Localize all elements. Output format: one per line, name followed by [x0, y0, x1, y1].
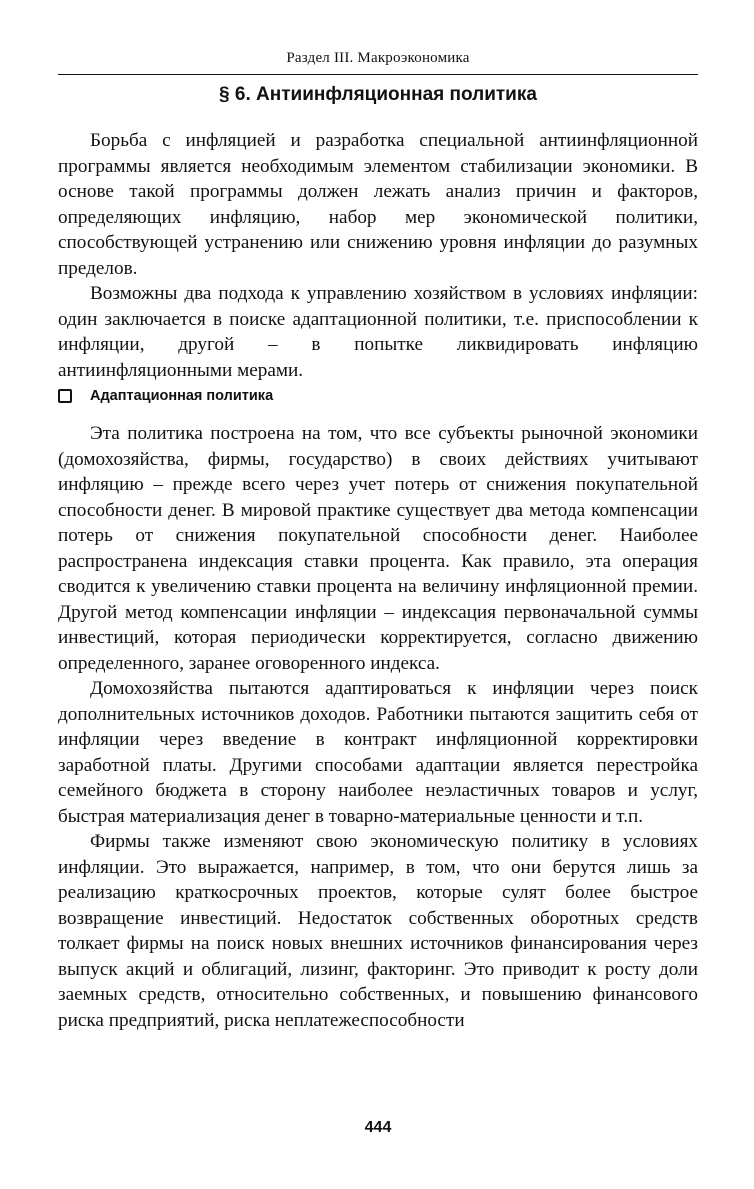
paragraph: Домохозяйства пытаются адаптироваться к инфляции через поиск дополнительных источников доходов. Работники пытаются защитить себя от инфляции через введение в контракт инфляционной корректировки заработной платы. Другими способами адаптации является перестройка семейного бюджета в сторону наиболее неэластичных товаров и услуг, быстрая материализация денег в товарно-материальные ценности и т.п.: [58, 678, 698, 827]
intro-text: [58, 128, 698, 383]
page-number: 444: [364, 1119, 392, 1136]
checkbox-bullet-icon: [58, 389, 72, 403]
header-rule: [58, 74, 698, 75]
paragraph: Фирмы также изменяют свою экономическую политику в условиях инфляции. Это выражается, например, в том, что они берутся лишь за реализацию краткосрочных проектов, которые сулят более быстрое возвращение инвестиций. Недостаток собственных оборотных средств толкает фирмы на поиск новых внешних источников финансирования через выпуск акций и облигаций, лизинг, факторинг. Это приводит к росту доли заемных средств, относительно собственных, и повышению финансового риска предприятий, риска неплатежеспособности: [58, 831, 698, 1031]
subsection-heading: [58, 388, 698, 404]
paragraph: Эта политика построена на том, что все субъекты рыночной экономики (домохозяйства, фирмы, государство) в своих действиях учитывают инфляцию – прежде всего через учет потерь от снижения покупательной способности денег. В мировой практике существует два метода компенсации потерь от снижения покупательной способности денег. Наиболее распространена индексация ставки процента. Как правило, эта операция сводится к увеличению ставки процента на величину инфляционной премии. Другой метод компенсации инфляции – индексация первоначальной суммы инвестиций, которая периодически корректируется, согласно движению определенного, заранее оговоренного индекса.: [58, 423, 698, 674]
section-title: § 6. Антиинфляционная политика: [219, 84, 537, 105]
subsection-title: Адаптационная политика: [90, 388, 274, 404]
subsection-text: [58, 421, 698, 1033]
paragraph: Борьба с инфляцией и разработка специальной антиинфляционной программы является необходимым элементом стабилизации экономики. В основе такой программы должен лежать анализ причин и факторов, определяющих инфляцию, набор мер экономической политики, способствующей устранению или снижению уровня инфляции до разумных пределов.: [58, 130, 698, 279]
paragraph: Возможны два подхода к управлению хозяйством в условиях инфляции: один заключается в поиске адаптационной политики, т.е. приспособлении к инфляции, другой – в попытке ликвидировать инфляцию антиинфляционными мерами.: [58, 283, 698, 381]
running-head: Раздел III. Макроэкономика: [286, 50, 470, 66]
